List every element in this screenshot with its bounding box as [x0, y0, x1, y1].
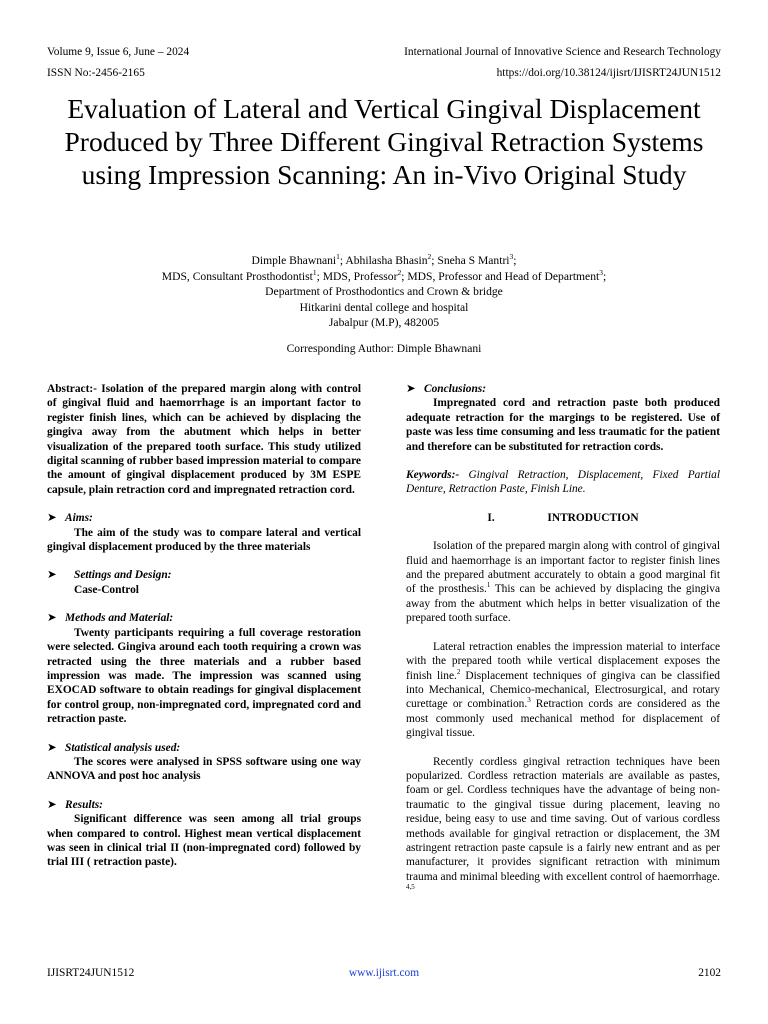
arrow-bullet-icon: ➤	[406, 383, 416, 395]
left-column	[47, 382, 361, 870]
role-1: MDS, Consultant Prosthodontist	[161, 269, 313, 283]
section-number: I.	[487, 511, 495, 524]
intro-paragraph-3: Recently cordless gingival retraction techniques have been popularized. Cordless retraction materials are available as pastes, foam or gel. Cordless techniques have the advantage of being non-traumatic to the gingival tissue during placement, leaving no residue, being easy to use and time saving. Out of various cordless methods available for gingival retraction or displacement, the 3M astringent retraction paste capsule is a fairly new entrant and as per manufacturer, it provides significant retraction with minimum trauma and minimal bleeding with excellent control of haemorrhage. $^{4,5}$	[406, 755, 720, 892]
section-title: INTRODUCTION	[547, 511, 639, 524]
results-heading: ➤ Results:	[47, 798, 103, 811]
author-names: Dimple Bhawnani$^1$; Abhilasha Bhasin$^2$; Sneha S Mantri$^3$;	[251, 252, 517, 267]
arrow-bullet-icon: ➤	[47, 741, 57, 754]
abstract-text: Abstract:- Isolation of the prepared margin along with control of gingival fluid and haemorrhage is an important factor to register finish lines, which can be achieved by displacing the gingiva away from the abutment which helps in better visualization of the prepared tooth surface. This study utilized digital scanning of rubber based impression material to compare the amount of gingival displacement produced by 3M ESPE capsule, plain retraction cord and impregnated retraction cord.	[47, 383, 361, 496]
stats-heading: ➤ Statistical analysis used:	[47, 741, 181, 754]
department: Department of Prosthodontics and Crown & bridge	[265, 285, 503, 299]
arrow-bullet-icon: ➤	[47, 569, 57, 582]
volume-info: Volume 9, Issue 6, June – 2024	[47, 46, 190, 58]
citation: 3	[527, 696, 531, 705]
role-3: MDS, Professor and Head of Department	[407, 269, 600, 283]
stats-text: The scores were analysed in SPSS software using one way ANNOVA and post hoc analysis	[47, 755, 361, 783]
intro-paragraph-2: Lateral retraction enables the impression material to interface with the prepared tooth while vertical displacement exposes the finish line.$^2$ Displacement techniques of gingiva can be classified into Mechanical, Chemico-mechanical, Electrosurgical, and rotary curettage or combination.$^3$ Retraction cords are considered as the most commonly used mechanical method for displacement of gingival tissue.	[406, 640, 720, 740]
results-text: Significant difference was seen among all trial groups when compared to control. Highest mean vertical displacement was seen in clinical trial II (non-impregnated cord) followed by trial III ( retraction paste).	[47, 813, 361, 869]
arrow-bullet-icon: ➤	[47, 512, 57, 525]
journal-name: International Journal of Innovative Science and Research Technology	[404, 46, 721, 58]
aims-heading: ➤ Aims:	[47, 512, 93, 525]
right-column	[406, 382, 720, 899]
citation: 2	[456, 667, 461, 676]
methods-text: Twenty participants requiring a full coverage restoration were selected. Gingiva around each tooth requiring a crown was retracted using the three materials and a rubber based impression was made. The impression was scanned using EXOCAD software to obtain readings for gingival displacement for control group, non-impregnated cord, impregnated cord and retraction paste.	[47, 626, 361, 726]
conclusions-text: Impregnated cord and retraction paste both produced adequate retraction for the margings to be registered. Use of paste was less time consuming and less traumatic for the patient and therefore can be substituted for retraction cords.	[406, 397, 720, 453]
citation: 1	[486, 581, 491, 590]
footer-code: IJISRT24JUN1512	[47, 967, 135, 979]
city: Jabalpur (M.P), 482005	[328, 316, 440, 330]
author-2: Abhilasha Bhasin	[345, 254, 428, 267]
aims-text: The aim of the study was to compare lateral and vertical gingival displacement produced by the three materials	[47, 526, 361, 554]
page-number: 2102	[698, 967, 721, 979]
citation: 4,5	[406, 883, 415, 892]
section-heading	[406, 511, 720, 525]
doi-link[interactable]: https://doi.org/10.38124/ijisrt/IJISRT24JUN1512	[496, 67, 721, 79]
footer-site-link[interactable]: www.ijisrt.com	[348, 967, 420, 979]
author-roles: MDS, Consultant Prosthodontist$^1$; MDS, Professor$^2$; MDS, Professor and Head of Department$^3$;	[161, 267, 607, 283]
intro-paragraph-1: Isolation of the prepared margin along with control of gingival fluid and haemorrhage is an important factor to register finish lines and the prepared abutment accurately to obtain a good marginal fit of the prosthesis.$^1$ This can be achieved by displacing the gingiva away from the abutment which helps in better visualization of the prepared tooth surface.	[406, 540, 721, 625]
keywords-list: Gingival Retraction, Displacement, Fixed Partial Denture, Retraction Paste, Finish Line.	[406, 469, 720, 496]
keywords	[406, 468, 720, 497]
role-2: MDS, Professor	[322, 269, 398, 283]
settings-heading: ➤ Settings and Design:	[47, 569, 172, 582]
keywords-label: Keywords:-	[406, 469, 460, 482]
arrow-bullet-icon: ➤	[47, 612, 57, 625]
paper-title: Evaluation of Lateral and Vertical Gingival Displacement Produced by Three Different Gingival Retraction Systems using Impression Scanning: An in-Vivo Original Study	[64, 93, 704, 190]
settings-text: Case-Control	[74, 583, 139, 596]
corresponding-author: Corresponding Author: Dimple Bhawnani	[286, 342, 482, 355]
author-block	[60, 253, 708, 331]
author-3: Sneha S Mantri	[437, 254, 510, 267]
conclusions-heading: ➤ Conclusions:	[406, 383, 487, 395]
methods-heading: ➤ Methods and Material:	[47, 612, 174, 625]
college: Hitkarini dental college and hospital	[299, 300, 469, 314]
arrow-bullet-icon: ➤	[47, 798, 57, 811]
author-1: Dimple Bhawnani	[251, 254, 337, 267]
issn: ISSN No:-2456-2165	[47, 67, 145, 79]
